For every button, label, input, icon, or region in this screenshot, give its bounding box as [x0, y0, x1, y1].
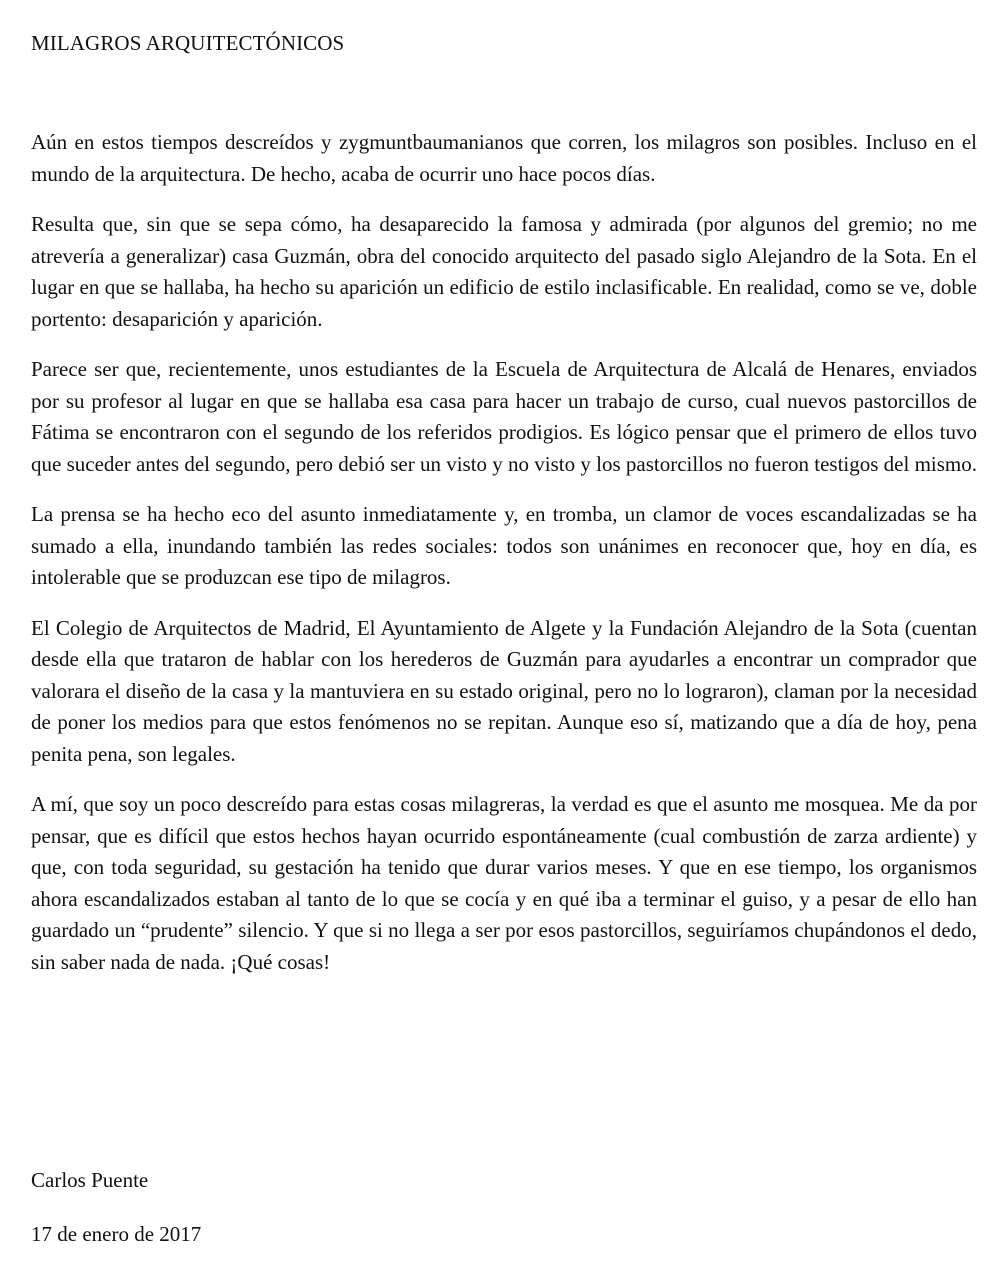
document-page	[31, 28, 977, 997]
paragraph-5: El Colegio de Arquitectos de Madrid, El Ayuntamiento de Algete y la Fundación Alejandro de la Sota (cuentan desde ella que trataron de hablar con los herederos de Guzmán para ayudarles a encontrar un comprador que valorara el diseño de la casa y la mantuviera en su estado original, pero no lo lograron), claman por la necesidad de poner los medios para que estos fenómenos no se repitan. Aunque eso sí, matizando que a día de hoy, pena penita pena, son legales.	[31, 615, 977, 766]
author-signature: Carlos Puente	[31, 1168, 149, 1192]
paragraph-2: Resulta que, sin que se sepa cómo, ha desaparecido la famosa y admirada (por algunos del gremio; no me atrevería a generalizar) casa Guzmán, obra del conocido arquitecto del pasado siglo Alejandro de la Sota. En el lugar en que se hallaba, ha hecho su aparición un edificio de estilo inclasificable. En realidad, como se ve, doble portento: desaparición y aparición.	[31, 212, 977, 331]
document-title: MILAGROS ARQUITECTÓNICOS	[31, 31, 345, 55]
paragraph-4: La prensa se ha hecho eco del asunto inmediatamente y, en tromba, un clamor de voces escandalizadas se ha sumado a ella, inundando también las redes sociales: todos son unánimes en reconocer que, hoy en día, es intolerable que se produzcan ese tipo de milagros.	[31, 502, 977, 589]
paragraph-1: Aún en estos tiempos descreídos y zygmuntbaumanianos que corren, los milagros son posibles. Incluso en el mundo de la arquitectura. De hecho, acaba de ocurrir uno hace pocos días.	[31, 130, 977, 186]
paragraph-3: Parece ser que, recientemente, unos estudiantes de la Escuela de Arquitectura de Alcalá de Henares, enviados por su profesor al lugar en que se hallaba esa casa para hacer un trabajo de curso, cual nuevos pastorcillos de Fátima se encontraron con el segundo de los referidos prodigios. Es lógico pensar que el primero de ellos tuvo que suceder antes del segundo, pero debió ser un visto y no visto y los pastorcillos no fueron testigos del mismo.	[31, 357, 978, 476]
paragraph-6: A mí, que soy un poco descreído para estas cosas milagreras, la verdad es que el asunto me mosquea. Me da por pensar, que es difícil que estos hechos hayan ocurrido espontáneamente (cual combustión de zarza ardiente) y que, con toda seguridad, su gestación ha tenido que durar varios meses. Y que en ese tiempo, los organismos ahora escandalizados estaban al tanto de lo que se cocía y en qué iba a terminar el guiso, y a pesar de ello han guardado un “prudente” silencio. Y que si no llega a ser por esos pastorcillos, seguiríamos chupándonos el dedo, sin saber nada de nada. ¡Qué cosas!	[31, 792, 977, 974]
document-date: 17 de enero de 2017	[31, 1222, 202, 1246]
